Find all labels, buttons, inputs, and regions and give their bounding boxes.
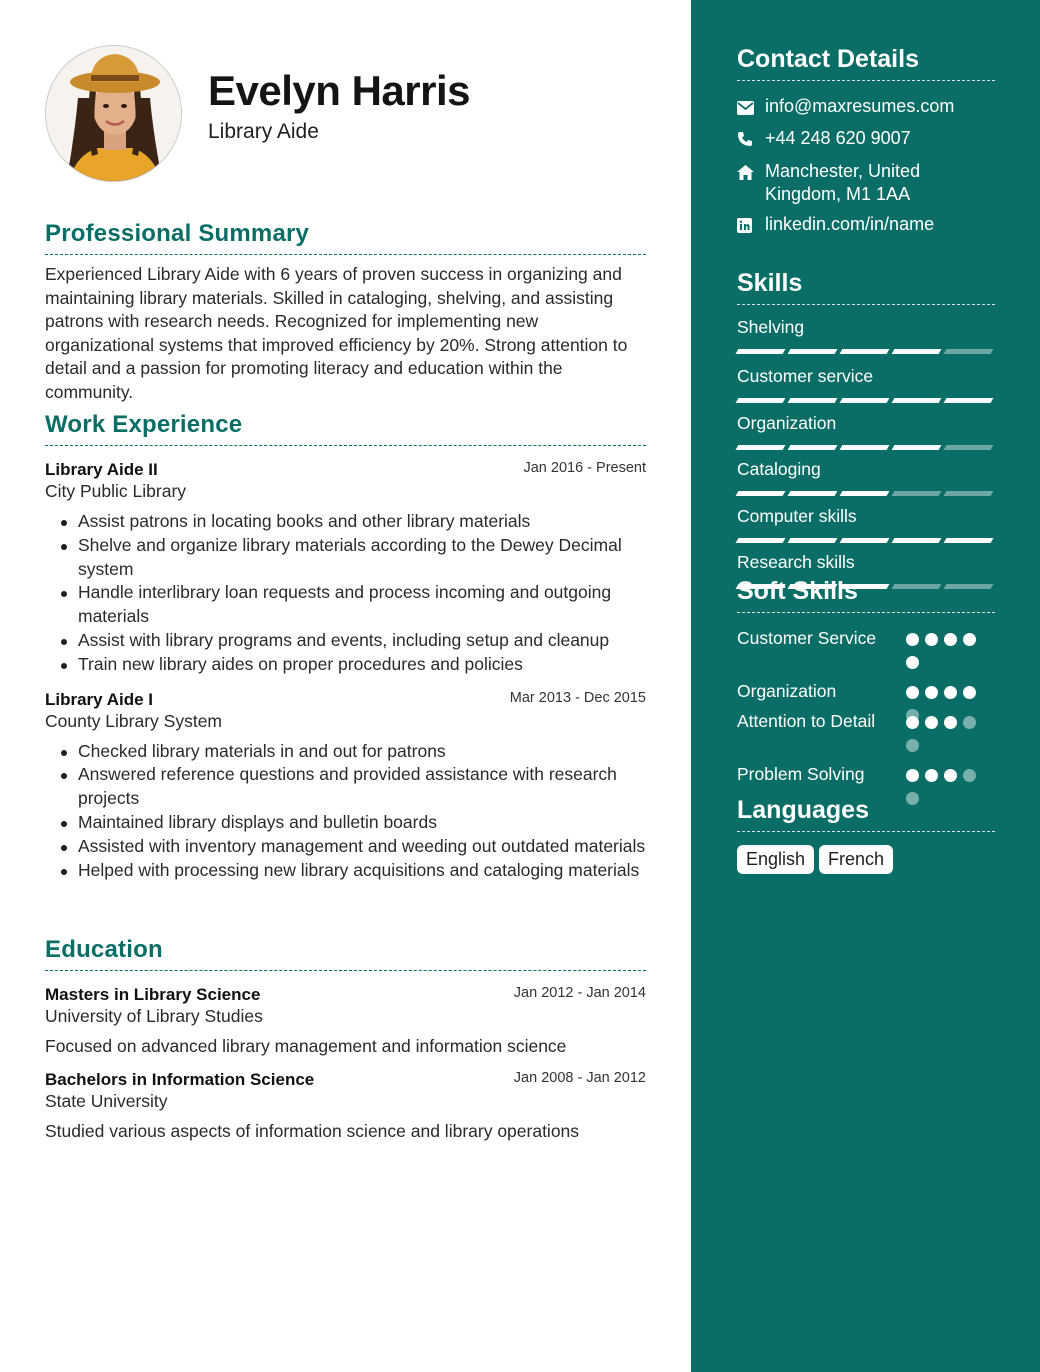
section-divider	[737, 831, 995, 832]
degree-title: Bachelors in Information Science	[45, 1070, 315, 1089]
skill-level-bar	[737, 445, 995, 450]
skill-bar-filled	[840, 349, 890, 354]
skill-item	[737, 459, 995, 496]
rating-dot-filled	[963, 686, 976, 699]
skill-name: Customer service	[737, 366, 874, 386]
phone-text: +44 248 620 9007	[765, 128, 911, 148]
skill-bar-empty	[944, 349, 994, 354]
rating-dot-filled	[906, 769, 919, 782]
soft-skill-rating	[906, 716, 986, 752]
skill-item	[737, 366, 995, 403]
skill-bar-filled	[788, 538, 838, 543]
education-description: Focused on advanced library management and information science	[45, 1036, 567, 1056]
education-date: Jan 2012 - Jan 2014	[513, 985, 646, 1001]
envelope-icon	[737, 95, 765, 121]
skill-bar-filled	[788, 349, 838, 354]
job-organization: City Public Library	[45, 481, 187, 501]
skill-bar-filled	[840, 491, 890, 496]
candidate-role: Library Aide	[208, 120, 319, 143]
rating-dot-filled	[925, 633, 938, 646]
school-name: University of Library Studies	[45, 1006, 263, 1026]
rating-dot-empty	[963, 769, 976, 782]
skill-level-bar	[737, 398, 995, 403]
rating-dot-empty	[906, 739, 919, 752]
skill-name: Shelving	[737, 317, 805, 337]
education-heading: Education	[45, 936, 163, 963]
skill-bar-filled	[736, 538, 786, 543]
skill-name: Organization	[737, 413, 837, 433]
contact-email[interactable]	[737, 95, 995, 121]
skill-bar-filled	[788, 445, 838, 450]
skill-item	[737, 506, 995, 543]
language-tag: English	[737, 845, 814, 874]
education-section	[45, 936, 646, 1142]
rating-dot-filled	[906, 633, 919, 646]
section-divider	[737, 612, 995, 613]
section-divider	[737, 304, 995, 305]
contact-section	[737, 45, 995, 239]
job-bullet: Train new library aides on proper procedures and policies	[78, 653, 646, 677]
languages-heading: Languages	[737, 796, 869, 824]
rating-dot-filled	[925, 716, 938, 729]
section-divider	[45, 970, 646, 971]
resume-header	[45, 45, 645, 185]
education-entry	[45, 985, 646, 1057]
job-bullet: Answered reference questions and provided assistance with research projects	[78, 763, 646, 811]
phone-icon	[737, 127, 765, 153]
soft-skills-section	[737, 577, 995, 793]
skill-bar-filled	[736, 398, 786, 403]
address-text: Manchester, United Kingdom, M1 1AA	[765, 161, 921, 204]
soft-skill-name: Attention to Detail	[737, 711, 876, 731]
job-organization: County Library System	[45, 710, 223, 731]
job-bullet: Assist patrons in locating books and other library materials	[78, 510, 646, 534]
soft-skill-item	[737, 680, 995, 710]
summary-text: Experienced Library Aide with 6 years of proven success in organizing and maintaining library materials. Skilled in cataloging, shelving, and assisting patrons with research needs. Recognized for implementing new organizational systems that improved efficiency by 20%. Strong attention to detail and a passion for promoting literacy and education within the community.	[45, 264, 628, 402]
job-entry	[45, 460, 646, 677]
skill-bar-filled	[840, 398, 890, 403]
job-bullet: Assist with library programs and events, including setup and cleanup	[78, 629, 646, 653]
skill-bar-filled	[840, 445, 890, 450]
job-date: Jan 2016 - Present	[523, 460, 646, 476]
job-title: Library Aide I	[45, 689, 154, 709]
linkedin-text: linkedin.com/in/name	[765, 214, 935, 234]
rating-dot-filled	[944, 716, 957, 729]
summary-section	[45, 220, 646, 404]
skill-bar-empty	[892, 491, 942, 496]
skill-bar-filled	[892, 445, 942, 450]
soft-skill-rating	[906, 633, 986, 669]
skill-bar-filled	[892, 398, 942, 403]
rating-dot-filled	[944, 686, 957, 699]
rating-dot-filled	[925, 686, 938, 699]
rating-dot-filled	[925, 769, 938, 782]
skills-heading: Skills	[737, 269, 803, 297]
summary-heading: Professional Summary	[45, 220, 310, 247]
rating-dot-filled	[944, 769, 957, 782]
section-divider	[737, 80, 995, 81]
skill-bar-filled	[840, 538, 890, 543]
skill-name: Computer skills	[737, 506, 857, 526]
skill-bar-empty	[944, 445, 994, 450]
section-divider	[45, 445, 646, 446]
skill-bar-filled	[736, 445, 786, 450]
soft-skill-name: Customer Service	[737, 628, 877, 648]
work-heading: Work Experience	[45, 411, 243, 438]
language-tag: French	[819, 845, 893, 874]
skill-level-bar	[737, 349, 995, 354]
job-bullet: Checked library materials in and out for patrons	[78, 740, 646, 764]
section-divider	[45, 254, 646, 255]
soft-skill-item	[737, 710, 995, 763]
skill-bar-filled	[892, 538, 942, 543]
soft-skills-heading: Soft Skills	[737, 577, 858, 605]
work-section	[45, 411, 646, 882]
rating-dot-filled	[906, 686, 919, 699]
job-bullet: Handle interlibrary loan requests and process incoming and outgoing materials	[78, 581, 646, 629]
rating-dot-filled	[963, 633, 976, 646]
linkedin-icon	[737, 213, 765, 239]
skill-bar-empty	[944, 491, 994, 496]
contact-linkedin[interactable]	[737, 213, 995, 239]
email-text: info@maxresumes.com	[765, 96, 955, 116]
skill-level-bar	[737, 538, 995, 543]
language-tags	[737, 845, 995, 874]
skill-bar-filled	[892, 349, 942, 354]
education-entry	[45, 1070, 646, 1142]
education-description: Studied various aspects of information science and library operations	[45, 1121, 580, 1141]
skill-level-bar	[737, 491, 995, 496]
job-date: Mar 2013 - Dec 2015	[509, 689, 646, 706]
home-icon	[737, 160, 765, 186]
rating-dot-filled	[906, 656, 919, 669]
skill-bar-filled	[788, 398, 838, 403]
skills-list	[737, 317, 995, 589]
job-bullet: Maintained library displays and bulletin boards	[78, 811, 646, 835]
skill-bar-filled	[944, 538, 994, 543]
skill-name: Cataloging	[737, 459, 821, 479]
degree-title: Masters in Library Science	[45, 985, 261, 1004]
skill-bar-filled	[788, 491, 838, 496]
skill-item	[737, 317, 995, 354]
job-bullet: Assisted with inventory management and weeding out outdated materials	[78, 835, 646, 859]
rating-dot-filled	[906, 716, 919, 729]
rating-dot-empty	[963, 716, 976, 729]
skills-section	[737, 269, 995, 589]
job-bullet: Shelve and organize library materials according to the Dewey Decimal system	[78, 534, 646, 582]
job-bullet: Helped with processing new library acquisitions and cataloging materials	[78, 859, 646, 883]
profile-photo	[45, 45, 182, 182]
skill-bar-filled	[736, 349, 786, 354]
skill-name: Research skills	[737, 552, 855, 572]
job-bullets	[45, 740, 646, 883]
school-name: State University	[45, 1091, 168, 1111]
contact-phone[interactable]	[737, 127, 995, 153]
rating-dot-filled	[944, 633, 957, 646]
contact-address	[737, 160, 995, 206]
skill-bar-filled	[736, 491, 786, 496]
soft-skill-name: Problem Solving	[737, 764, 865, 784]
soft-skill-name: Organization	[737, 681, 837, 701]
soft-skill-item	[737, 763, 995, 793]
soft-skill-item	[737, 627, 995, 680]
job-title: Library Aide II	[45, 460, 158, 479]
education-date: Jan 2008 - Jan 2012	[513, 1070, 646, 1086]
languages-section	[737, 796, 995, 874]
job-entry	[45, 690, 646, 883]
candidate-name: Evelyn Harris	[208, 67, 470, 114]
job-bullets	[45, 510, 646, 677]
contact-heading: Contact Details	[737, 45, 919, 73]
skill-item	[737, 413, 995, 450]
sidebar	[691, 0, 1040, 1372]
skill-bar-filled	[944, 398, 994, 403]
soft-skills-list	[737, 627, 995, 793]
